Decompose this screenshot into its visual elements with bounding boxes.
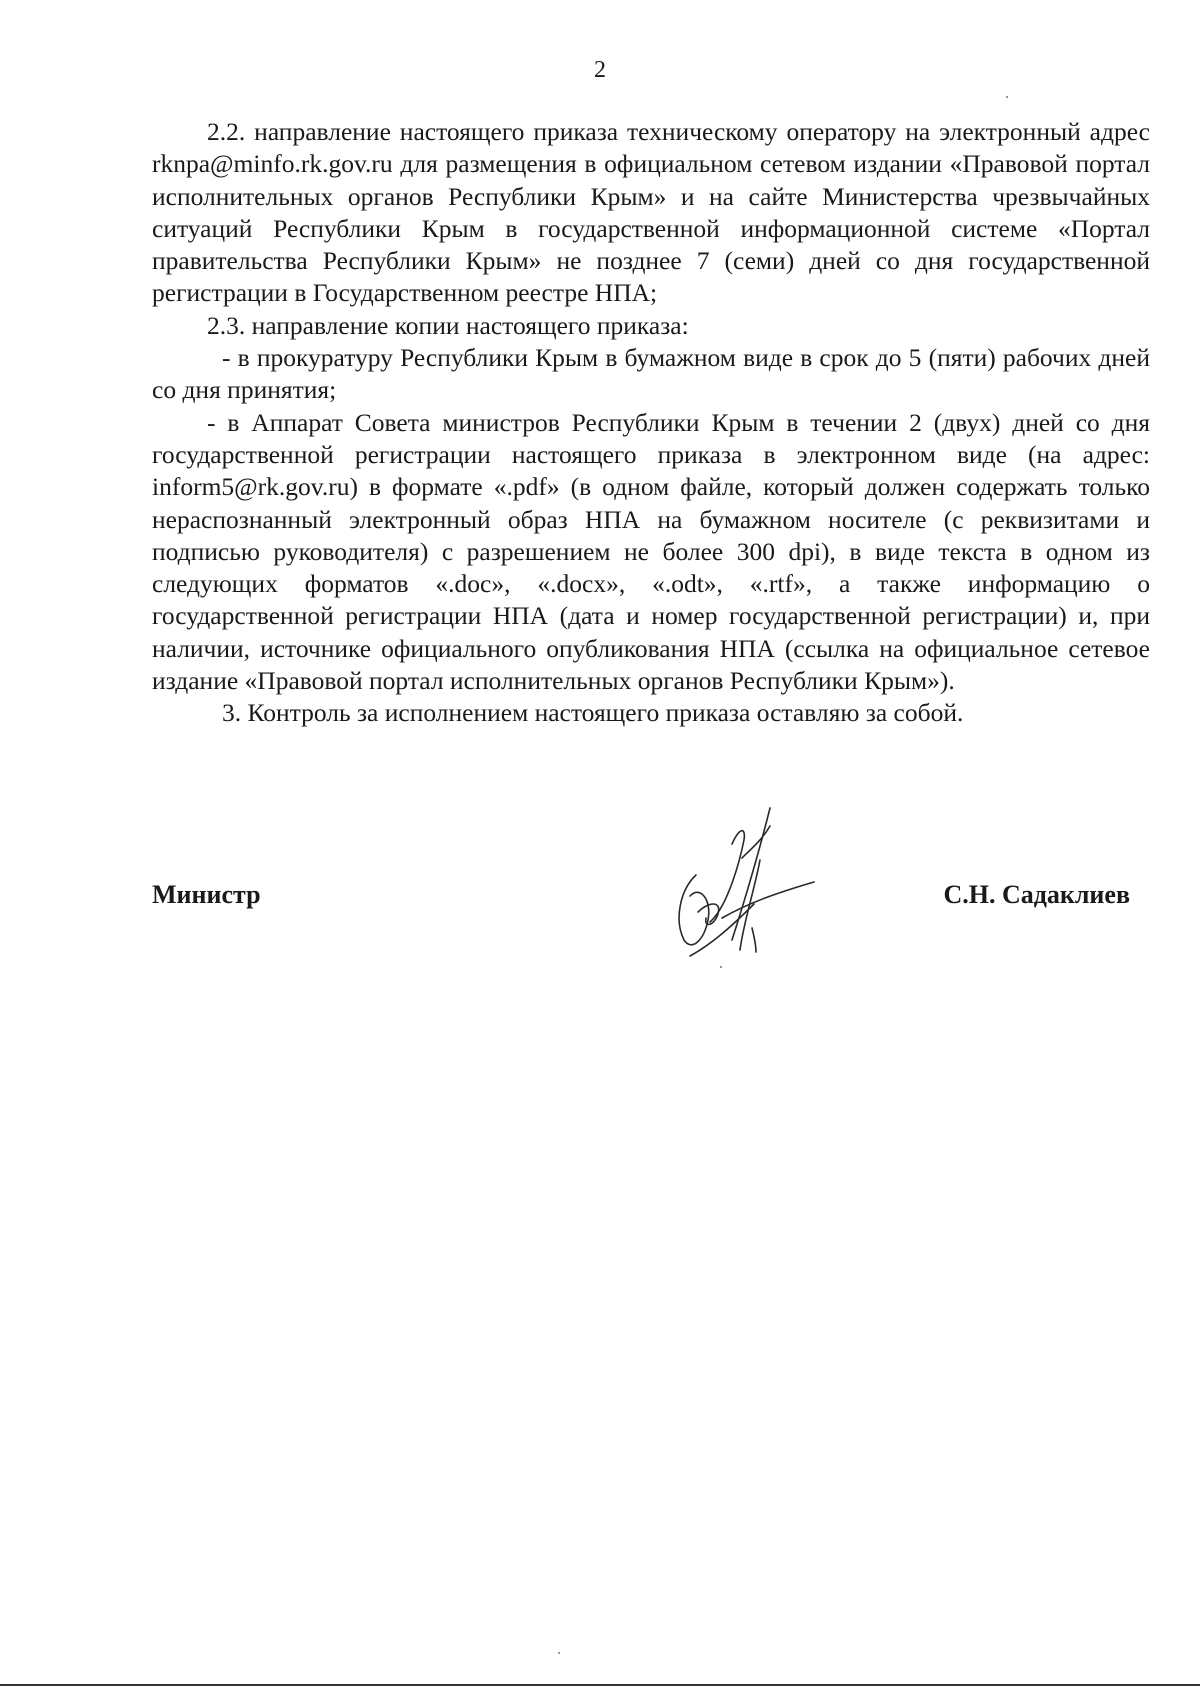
handwritten-signature: [670, 800, 820, 960]
page-number: 2: [594, 57, 606, 83]
scan-speck: [558, 1652, 560, 1654]
scan-speck: [1006, 96, 1008, 98]
paragraph-council-apparatus: - в Аппарат Совета министров Республики Крым в течении 2 (двух) дней со дня государственной регистрации настоящего приказа в электронном виде (на адрес: inform5@rk.gov.ru) в формате «.pdf» (в одном файле, который должен содержать только нераспознанный электронный образ НПА на бумажном носителе (с реквизитами и подписью руководителя) с разрешением не более 300 dpi), в виде текста в одном из следующих форматов «.doc», «.docx», «.odt», «.rtf», а также информацию о государственной регистрации НПА (дата и номер государственной регистрации) и, при наличии, источнике официального опубликования НПА (ссылка на официальное сетевое издание «Правовой портал исполнительных органов Республики Крым»).: [152, 407, 1150, 696]
signatory-title: Министр: [152, 880, 261, 909]
paragraph-2-2: 2.2. направление настоящего приказа техническому оператору на электронный адрес rknpa@minfo.rk.gov.ru для размещения в официальном сетевом издании «Правовой портал исполнительных органов Республики Крым» и на сайте Министерства чрезвычайных ситуаций Республики Крым в государственной информационной системе «Портал правительства Республики Крым» не позднее 7 (семи) дней со дня государственной регистрации в Государственном реестре НПА;: [152, 117, 1150, 308]
paragraph-prosecutor: - в прокуратуру Республики Крым в бумажном виде в срок до 5 (пяти) рабочих дней со дня принятия;: [152, 343, 1150, 405]
signatory-name: С.Н. Садаклиев: [943, 880, 1130, 909]
paragraph-2-3: 2.3. направление копии настоящего приказа:: [207, 310, 689, 340]
page-edge-line: [0, 1684, 1200, 1686]
document-body: [152, 116, 1150, 730]
paragraph-3-control: 3. Контроль за исполнением настоящего приказа оставляю за собой.: [222, 698, 964, 728]
scan-speck: [720, 966, 722, 968]
signature-block: [152, 880, 1130, 920]
